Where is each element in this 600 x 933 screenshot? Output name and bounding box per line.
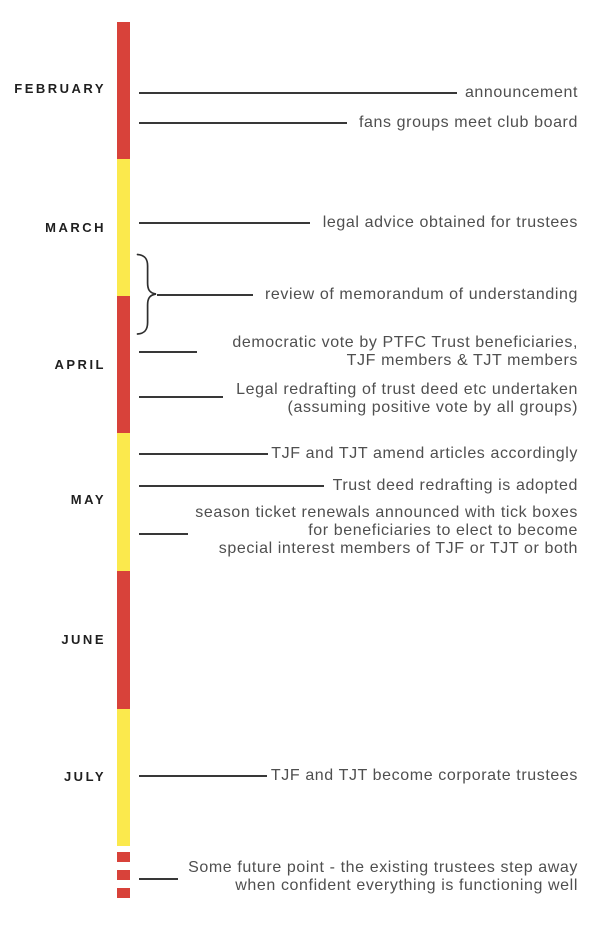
event-label (333, 477, 578, 495)
event-connector-line (139, 396, 223, 398)
timeline-bar-segment-red (117, 296, 130, 433)
event-label (188, 859, 578, 895)
event-label (359, 114, 578, 132)
event-label-line: special interest members of TJF or TJT or both (218, 540, 578, 557)
event-label-line: Some future point - the existing trustees step away (188, 859, 578, 876)
event-connector-line (139, 92, 457, 94)
event-connector-line (139, 453, 268, 455)
event-connector-line (139, 222, 310, 224)
timeline-bar-segment-red (117, 22, 130, 159)
event-label (195, 504, 578, 558)
month-label-july: JULY (63, 769, 106, 784)
timeline-bar-segment-yellow (117, 709, 130, 846)
event-label-line: when confident everything is functioning well (235, 877, 578, 894)
event-label-line: for beneficiaries to elect to become (308, 522, 578, 539)
month-label-february: FEBRUARY (14, 81, 106, 96)
event-connector-line (139, 775, 267, 777)
timeline-bar-future-dash (117, 888, 130, 898)
event-label (323, 214, 578, 232)
month-label-may: MAY (70, 492, 106, 507)
event-connector-line (139, 533, 188, 535)
event-label (265, 286, 578, 304)
month-label-april: APRIL (54, 357, 106, 372)
event-label-line: TJF and TJT become corporate trustees (270, 767, 578, 784)
event-label-line: fans groups meet club board (359, 114, 578, 131)
event-label-line: announcement (464, 84, 578, 101)
event-connector-line (139, 485, 324, 487)
timeline-bar-segment-red (117, 571, 130, 709)
timeline-bar-future-dash (117, 852, 130, 862)
event-label-line: legal advice obtained for trustees (322, 214, 578, 231)
event-label (465, 84, 578, 102)
month-label-march: MARCH (45, 220, 106, 235)
event-label-line: TJF members & TJT members (346, 352, 578, 369)
event-label (236, 381, 578, 417)
event-label-line: TJF and TJT amend articles accordingly (271, 445, 578, 462)
event-label-line: democratic vote by PTFC Trust beneficiaries, (232, 334, 578, 351)
timeline-bar-segment-yellow (117, 433, 130, 571)
event-label (232, 334, 578, 370)
event-label-line: Trust deed redrafting is adopted (332, 477, 578, 494)
event-label-line: season ticket renewals announced with tick boxes (195, 504, 578, 521)
event-label-line: Legal redrafting of trust deed etc undertaken (236, 381, 578, 398)
timeline-bar-segment-yellow (117, 159, 130, 296)
timeline-bar-future-dash (117, 870, 130, 880)
month-label-june: JUNE (61, 632, 106, 647)
event-label (271, 767, 578, 785)
event-label-line: (assuming positive vote by all groups) (287, 399, 578, 416)
event-label (271, 445, 578, 463)
event-connector-line (157, 294, 253, 296)
event-connector-line (139, 351, 197, 353)
event-label-line: review of memorandum of understanding (264, 286, 578, 303)
event-connector-line (139, 122, 347, 124)
event-connector-line (139, 878, 178, 880)
